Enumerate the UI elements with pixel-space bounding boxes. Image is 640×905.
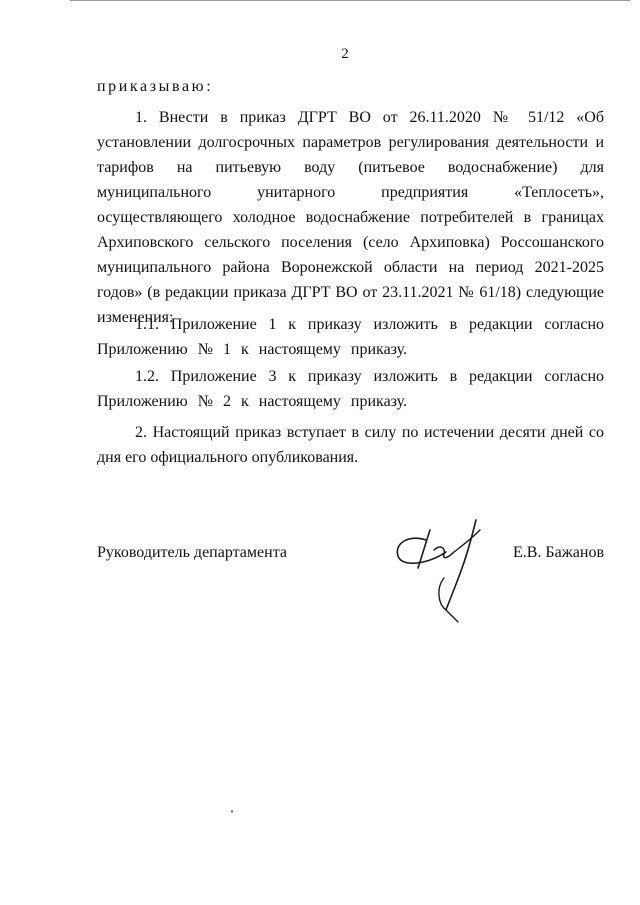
- paragraph-text: 1.2. Приложение 3 к приказу изложить в редакции согласно Приложению № 2 к настоящему приказу.: [97, 368, 604, 410]
- paragraph-item-1-1: [97, 312, 604, 362]
- paragraph-item-1: [97, 105, 604, 330]
- paragraph-text: 1.1. Приложение 1 к приказу изложить в редакции согласно Приложению № 1 к настоящему приказу.: [97, 316, 604, 358]
- handwritten-signature-icon: [388, 506, 508, 626]
- paragraph-item-1-2: [97, 364, 604, 414]
- page-number: 2: [341, 46, 349, 62]
- signatory-name: Е.В. Бажанов: [512, 544, 604, 561]
- signatory-title: Руководитель департамента: [97, 544, 287, 561]
- paragraph-text: 2. Настоящий приказ вступает в силу по истечении десяти дней со дня его официального опубликования.: [97, 424, 604, 466]
- order-intro-word: приказываю:: [97, 78, 214, 95]
- paragraph-item-2: [97, 420, 604, 470]
- paragraph-text: 1. Внести в приказ ДГРТ ВО от 26.11.2020 № 51/12 «Об установлении долгосрочных параметров регулирования деятельности и тарифов на питьевую воду (питьевое водоснабжение) для муниципального унитарного предприятия «Теплосеть», осуществляющего холодное водоснабжение потребителей в границах Архиповского сельского поселения (село Архиповка) Россошанского муниципального района Воронежской области на период 2021-2025 годов» (в редакции приказа ДГРТ ВО от 23.11.2021 № 61/18) следующие изменения:: [97, 109, 604, 326]
- scan-speck: [231, 810, 233, 813]
- top-border-line: [70, 0, 630, 1]
- signature-block: [0, 500, 640, 630]
